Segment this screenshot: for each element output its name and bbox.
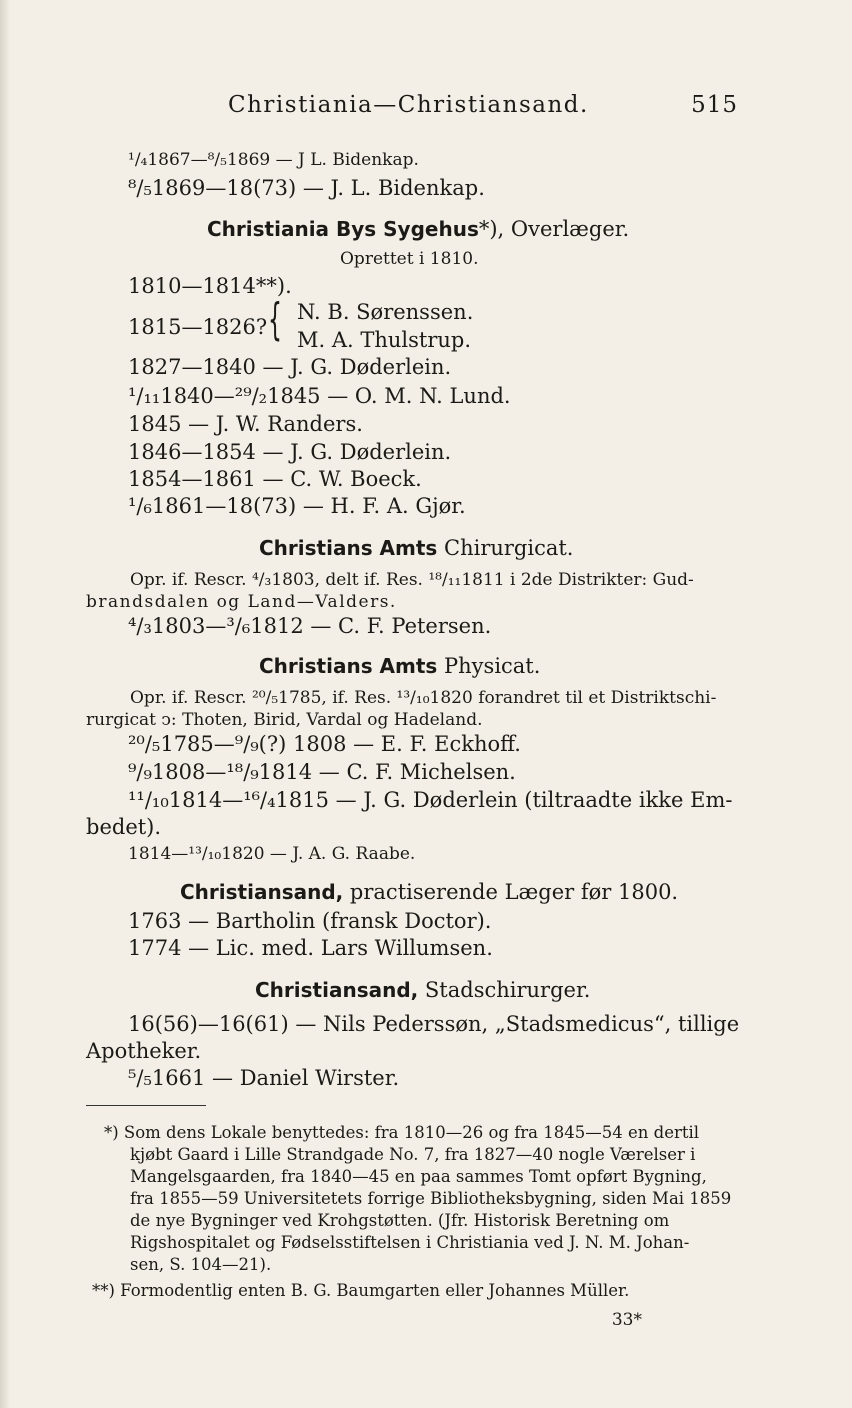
entry-line: 1763 — Bartholin (fransk Doctor). [128, 909, 492, 933]
entry-line: ⁵/₅1661 — Daniel Wirster. [128, 1066, 400, 1090]
heading-bold: Christiania Bys Sygehus [207, 217, 479, 241]
brace-icon: { [268, 294, 282, 345]
section-note: brandsdalen og Land—Valders. [86, 592, 397, 612]
entry-range: 1815—1826? [128, 315, 268, 339]
page-number: 515 [691, 92, 738, 118]
entry-line: 1854—1861 — C. W. Boeck. [128, 467, 422, 491]
footnote-line: de nye Bygninger ved Krohgstøtten. (Jfr. Historisk Beretning om [130, 1211, 670, 1230]
section-heading-physicat [259, 654, 540, 678]
heading-rest: Chirurgicat. [437, 536, 574, 560]
entry-line: ⁸/₅1869—18(73) — J. L. Bidenkap. [128, 176, 485, 200]
section-heading-stadschirurger [255, 978, 590, 1002]
footnote-line: Rigshospitalet og Fødselsstiftelsen i Christiania ved J. N. M. Johan- [130, 1233, 690, 1252]
section-heading-sygehus [207, 217, 629, 241]
heading-bold: Christiansand, [180, 880, 344, 904]
footnote-line: sen, S. 104—21). [130, 1255, 272, 1274]
entry-line: 1845 — J. W. Randers. [128, 412, 363, 436]
heading-rest: *), Overlæger. [478, 217, 630, 241]
entry-line: 16(56)—16(61) — Nils Pederssøn, „Stadsmedicus“, tillige [128, 1012, 740, 1036]
entry-line: Apotheker. [86, 1039, 202, 1063]
established-note: Oprettet i 1810. [340, 249, 479, 269]
page-edge-shadow [0, 0, 10, 1408]
footnote-line: fra 1855—59 Universitetets forrige Bibliotheksbygning, siden Mai 1859 [130, 1189, 732, 1208]
entry-line: 1774 — Lic. med. Lars Willumsen. [128, 936, 493, 960]
entry-line: bedet). [86, 815, 162, 839]
entry-line: 1810—1814**). [128, 274, 292, 298]
entry-line: ⁹/₉1808—¹⁸/₉1814 — C. F. Michelsen. [128, 760, 516, 784]
section-note: Opr. if. Rescr. ²⁰/₅1785, if. Res. ¹³/₁₀1820 forandret til et Distriktschi- [130, 688, 717, 708]
footnote-line: Mangelsgaarden, fra 1840—45 en paa sammes Tomt opført Bygning, [130, 1167, 707, 1186]
running-header [228, 92, 738, 118]
entry-name: M. A. Thulstrup. [297, 328, 472, 352]
heading-rest: Stadschirurger. [418, 978, 591, 1002]
entry-line: 1846—1854 — J. G. Døderlein. [128, 440, 452, 464]
entry-line: 1814—¹³/₁₀1820 — J. A. G. Raabe. [128, 844, 416, 864]
footnote-line: **) Formodentlig enten B. G. Baumgarten eller Johannes Müller. [92, 1281, 630, 1300]
entry-line: ²⁰/₅1785—⁹/₉(?) 1808 — E. F. Eckhoff. [128, 732, 521, 756]
section-heading-chirurgicat [259, 536, 574, 560]
heading-bold: Christians Amts [259, 654, 438, 678]
entry-name: N. B. Sørenssen. [297, 300, 474, 324]
signature-mark: 33* [611, 1310, 642, 1330]
entry-line: ⁴/₃1803—³/₆1812 — C. F. Petersen. [128, 614, 492, 638]
entry-line: ¹¹/₁₀1814—¹⁶/₄1815 — J. G. Døderlein (tiltraadte ikke Em- [128, 788, 733, 812]
section-note: Opr. if. Rescr. ⁴/₃1803, delt if. Res. ¹⁸/₁₁1811 i 2de Distrikter: Gud- [130, 570, 694, 590]
entry-line: ¹/₁₁1840—²⁹/₂1845 — O. M. N. Lund. [128, 384, 511, 408]
entry-line: ¹/₆1861—18(73) — H. F. A. Gjør. [128, 494, 466, 518]
heading-bold: Christiansand, [255, 978, 419, 1002]
entry-line: 1827—1840 — J. G. Døderlein. [128, 355, 452, 379]
heading-bold: Christians Amts [259, 536, 438, 560]
heading-rest: practiserende Læger før 1800. [343, 880, 679, 904]
section-heading-practising [180, 880, 678, 904]
heading-rest: Physicat. [437, 654, 541, 678]
footnote-line: kjøbt Gaard i Lille Strandgade No. 7, fra 1827—40 nogle Værelser i [130, 1145, 696, 1164]
footnote-line: *) Som dens Lokale benyttedes: fra 1810—26 og fra 1845—54 en dertil [104, 1123, 700, 1142]
footnote-divider [86, 1105, 206, 1106]
section-note: rurgicat ↄ: Thoten, Birid, Vardal og Hadeland. [86, 710, 483, 730]
running-title: Christiania—Christiansand. [228, 92, 589, 118]
entry-line: ¹/₄1867—⁸/₅1869 — J L. Bidenkap. [128, 150, 419, 170]
